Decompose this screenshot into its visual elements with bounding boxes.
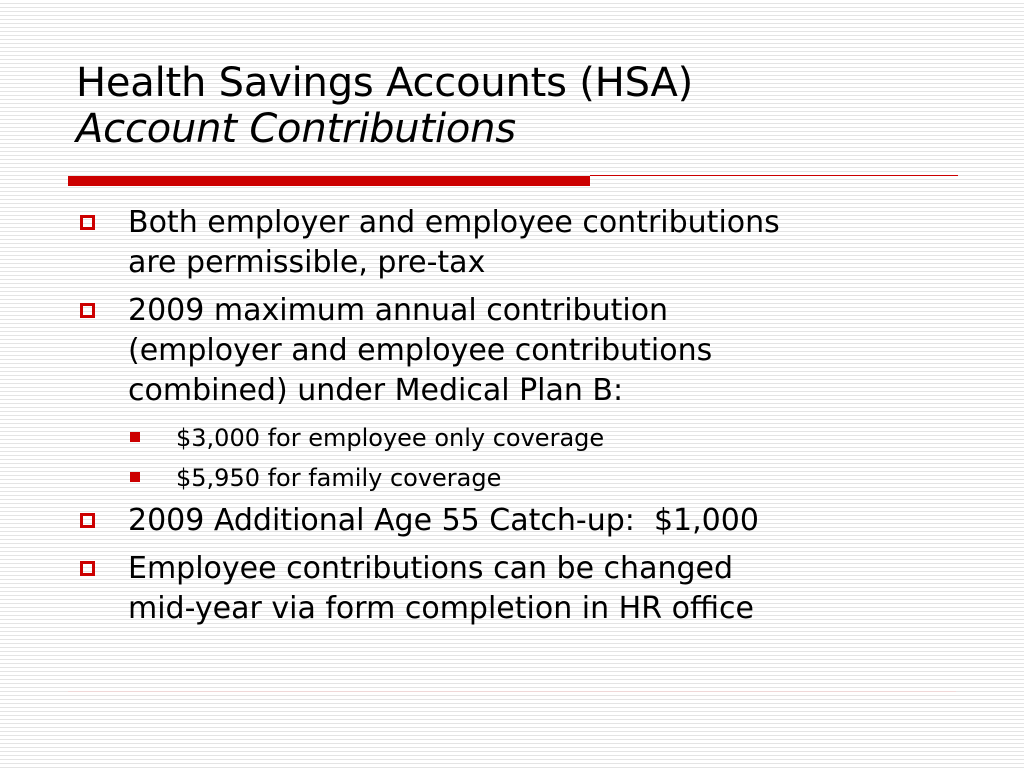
title-underline-thin [590, 175, 958, 176]
bullet-item [78, 549, 958, 629]
hollow-square-bullet-icon [80, 215, 95, 230]
hollow-square-bullet-icon [80, 303, 95, 318]
bullet-text-line: Both employer and employee contributions [128, 205, 780, 240]
bullet-text-line: combined) under Medical Plan B: [128, 373, 624, 408]
bullet-text-line: (employer and employee contributions [128, 333, 713, 368]
bullet-list [78, 203, 958, 637]
hollow-square-bullet-icon [80, 513, 95, 528]
hollow-square-bullet-icon [80, 561, 95, 576]
bullet-text-line: 2009 Additional Age 55 Catch-up: $1,000 [128, 503, 759, 538]
sub-bullet-text: $5,950 for family coverage [176, 464, 502, 492]
slide-title: Health Savings Accounts (HSA) [76, 60, 694, 106]
sub-bullet-item [78, 459, 958, 497]
title-underline-thick [68, 176, 590, 186]
bullet-text-line: mid-year via form completion in HR office [128, 591, 754, 626]
slide-subtitle: Account Contributions [76, 106, 516, 152]
bullet-item [78, 203, 958, 283]
filled-square-bullet-icon [130, 472, 140, 482]
bullet-item [78, 291, 958, 411]
bullet-text-line: are permissible, pre-tax [128, 245, 486, 280]
filled-square-bullet-icon [130, 432, 140, 442]
sub-bullet-item [78, 419, 958, 457]
footer-divider [68, 691, 956, 692]
bullet-text-line: Employee contributions can be changed [128, 551, 734, 586]
bullet-item [78, 501, 958, 541]
sub-bullet-text: $3,000 for employee only coverage [176, 424, 605, 452]
bullet-text-line: 2009 maximum annual contribution [128, 293, 669, 328]
slide-title-block [76, 60, 956, 152]
sub-bullet-list [78, 419, 958, 497]
